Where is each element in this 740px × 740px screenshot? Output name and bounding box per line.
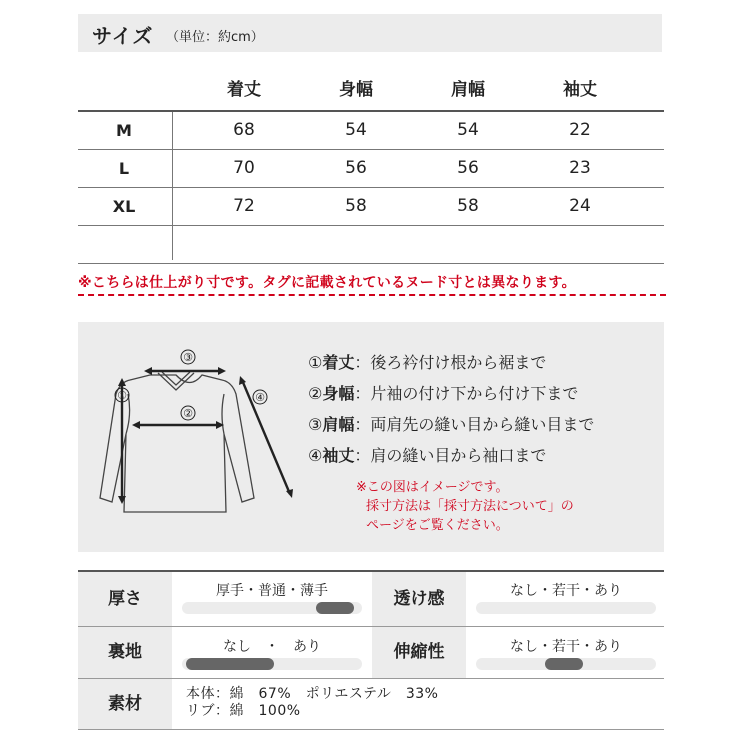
thickness-indicator [316,602,354,614]
lining-track [182,658,362,670]
table-cell: 54 [457,120,479,140]
table-cell: 56 [457,158,479,178]
table-cell: 72 [233,196,255,216]
legend-desc: ：肩の縫い目から袖口まで [354,446,547,465]
title-bar [78,14,662,52]
legend-desc: ：両肩先の縫い目から縫い目まで [354,415,595,434]
thickness-label: 厚さ [78,572,172,626]
column-header: 身幅 [339,80,373,100]
size-table [78,70,664,264]
column-header: 着丈 [227,80,261,100]
legend-num: ① [308,353,323,372]
legend-label: 袖丈 [322,446,355,465]
legend-item [308,350,594,381]
table-row-empty [78,225,664,264]
transparency-options: なし・若干・あり [510,583,622,599]
legend-item [308,443,594,474]
measurement-diagram [78,322,664,552]
table-row [78,110,664,149]
material-line: 本体：綿 67% ポリエステル 33% [186,686,439,702]
size-label: M [116,121,132,140]
transparency-indicator [610,602,648,614]
marker-4: ④ [255,391,265,404]
stretch-indicator [545,658,583,670]
table-cell: 58 [457,196,479,216]
image-note-line: ページをご覧ください。 [366,518,509,533]
table-cell: 56 [345,158,367,178]
legend-num: ③ [308,415,323,434]
table-cell: 24 [569,196,591,216]
transparency-label: 透け感 [372,572,466,626]
table-cell: 23 [569,158,591,178]
marker-2: ② [183,407,193,420]
legend-item [308,381,594,412]
material-line: リブ：綿 100% [186,703,301,719]
size-note: ※こちらは仕上がり寸です。タグに記載されているヌード寸とは異なります。 [78,272,666,296]
size-label: XL [112,197,136,216]
image-note [356,478,574,535]
legend-desc: ：後ろ衿付け根から裾まで [354,353,547,372]
lining-indicator [186,658,274,670]
attributes-table [78,570,664,730]
measurement-legend [308,350,594,474]
legend-label: 肩幅 [322,415,355,434]
table-cell: 54 [345,120,367,140]
legend-label: 着丈 [322,353,355,372]
table-cell: 68 [233,120,255,140]
legend-item [308,412,594,443]
legend-desc: ：片袖の付け下から付け下まで [354,384,579,403]
legend-num: ② [308,384,323,403]
image-note-line: 採寸方法は「採寸方法について」の [366,499,574,514]
size-label: L [118,159,130,178]
table-cell: 58 [345,196,367,216]
page-title: サイズ [92,24,154,48]
marker-3: ③ [183,351,193,364]
material-label: 素材 [78,679,172,729]
column-header: 袖丈 [563,80,597,100]
legend-label: 身幅 [322,384,355,403]
divider [78,729,664,730]
size-table-header [78,70,664,110]
column-header: 肩幅 [451,80,485,100]
image-note-line: ※この図はイメージです。 [356,480,509,495]
lining-label: 裏地 [78,627,172,678]
stretch-options: なし・若干・あり [510,639,622,655]
stretch-track [476,658,656,670]
table-row [78,149,664,187]
transparency-track [476,602,656,614]
table-row [78,187,664,225]
shirt-illustration [78,322,308,552]
stretch-label: 伸縮性 [372,627,466,678]
table-cell: 70 [233,158,255,178]
table-cell: 22 [569,120,591,140]
material-text [186,686,438,720]
unit-label: （単位：約cm） [166,30,264,45]
thickness-options: 厚手・普通・薄手 [216,583,328,599]
lining-options: なし ・ あり [223,639,321,655]
marker-1: ① [117,389,127,402]
legend-num: ④ [308,446,323,465]
thickness-track [182,602,362,614]
